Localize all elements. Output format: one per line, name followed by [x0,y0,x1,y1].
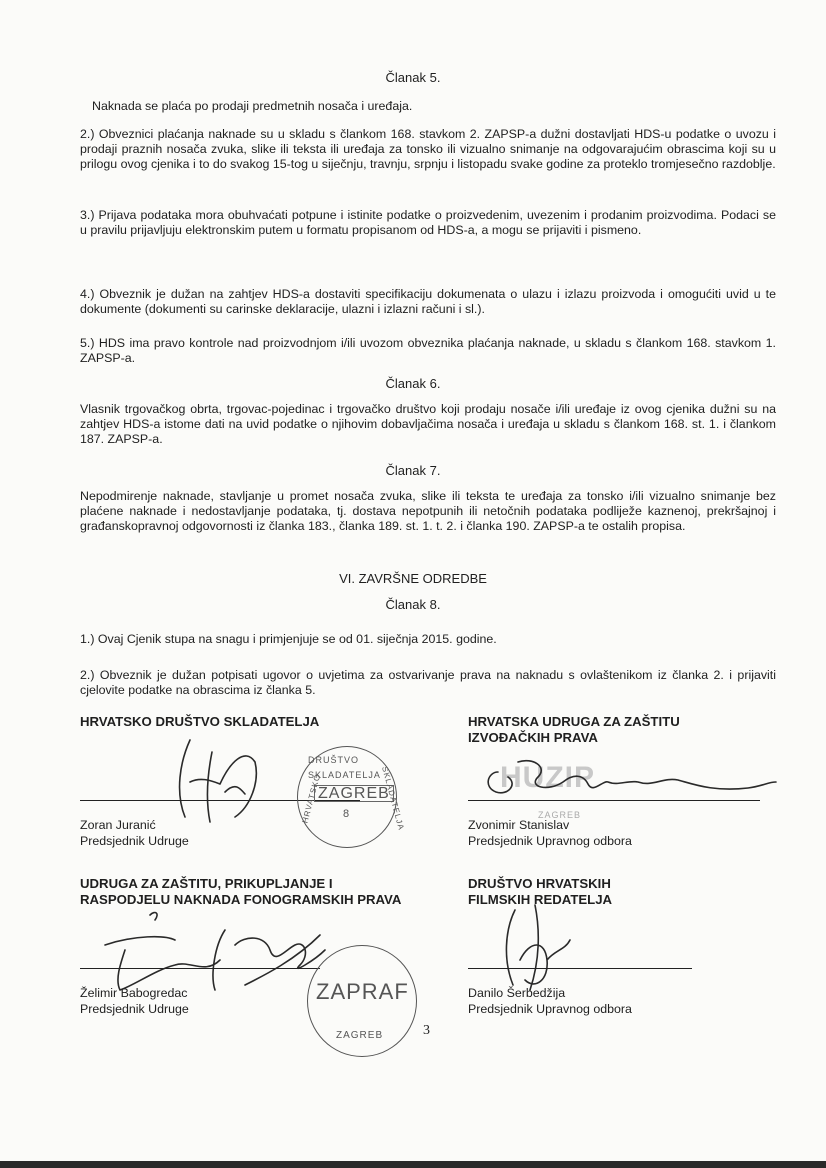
huzip-stamp-center: HUZIP [500,761,595,794]
hds-signer-name: Zoran Juranić [80,818,156,832]
huzip-org-line-1: HRVATSKA UDRUGA ZA ZAŠTITU [468,714,680,729]
hds-stamp-top: DRUŠTVO SKLADATELJA [308,755,381,780]
hds-signer-role: Predsjednik Udruge [80,834,189,848]
dhfr-signature [495,900,585,995]
huzip-signer-role: Predsjednik Upravnog odbora [468,834,632,848]
zaprf-signer-name: Želimir Babogredac [80,986,188,1000]
section-title: VI. ZAVRŠNE ODREDBE [339,571,487,586]
hds-stamp-number: 8 [343,808,351,820]
article-6-heading: Članak 6. [385,376,441,391]
hds-stamp-right: SKLADATELJA [380,765,406,832]
hds-stamp-center: ZAGREB [314,785,394,802]
dhfr-org-line-2: FILMSKIH REDATELJA [468,892,613,907]
article-8-heading: Članak 8. [385,597,441,612]
dhfr-signature-line [468,968,692,969]
page-number: 3 [423,1023,430,1038]
article-7-heading: Članak 7. [385,463,441,478]
huzip-org-line-2: IZVOĐAČKIH PRAVA [468,730,598,745]
article-7-text: Nepodmirenje naknade, stavljanje u promet nosača zvuka, slike ili teksta te uređaja za tonsko i/ili vizualno snimanje bez plaćene naknade i nedostavljanje podataka, tj. dostava nepotpunih ili netočnih podataka podliježe kaznenoj, prekršajnoj i građanskopravnoj odgovornosti iz članka 183., članka 189. st. 1. t. 2. i članka 190. ZAPSP-a te ostalih propisa. [80,489,776,533]
zaprf-stamp-center: ZAPRAF [316,979,409,1004]
zaprf-org-line-2: RASPODJELU NAKNADA FONOGRAMSKIH PRAVA [80,892,402,907]
article-8-paragraph-1: 1.) Ovaj Cjenik stupa na snagu i primjenjuje se od 01. siječnja 2015. godine. [80,632,497,646]
article-5-intro: Naknada se plaća po prodaji predmetnih nosača i uređaja. [92,99,413,113]
article-8-paragraph-2: 2.) Obveznik je dužan potpisati ugovor o uvjetima za ostvarivanje prava na naknadu s ovlaštenikom iz članka 2. i prijaviti cjelovite podatke na obrascima iz članka 5. [80,668,776,697]
huzip-stamp-bottom: ZAGREB [538,810,582,820]
article-5-paragraph-5: 5.) HDS ima pravo kontrole nad proizvodnjom i/ili uvozom obveznika plaćanja naknade, u skladu s člankom 168. stavkom 1. ZAPSP-a. [80,336,776,365]
hds-stamp-left: HRVATSKO [300,772,323,825]
article-5-paragraph-4: 4.) Obveznik je dužan na zahtjev HDS-a dostaviti specifikaciju dokumenata o ulazu i izlazu proizvoda i omogućiti uvid u te dokumente (dokumenti su carinske deklaracije, ulazni i izlazni računi i sl.). [80,287,776,316]
huzip-signature [478,752,778,812]
dhfr-org-line-1: DRUŠTVO HRVATSKIH [468,876,611,891]
huzip-signature-line [468,800,760,801]
article-5-heading: Članak 5. [385,70,441,85]
zaprf-stamp [307,945,417,1057]
dhfr-signer-name: Danilo Šerbedžija [468,986,566,1000]
hds-org-name: HRVATSKO DRUŠTVO SKLADATELJA [80,714,320,729]
article-5-paragraph-2: 2.) Obveznici plaćanja naknade su u skladu s člankom 168. stavkom 2. ZAPSP-a dužni dostavljati HDS-u podatke o uvozu i prodaji praznih nosača zvuka, slike ili teksta ili uređaja za tonsko ili vizualno snimanje na odgovarajućim obrascima koji su u prilogu ovog cjenika i to do svakog 15-tog u siječnju, travnju, srpnju i listopadu svake godine za proteklo tromjesečno razdoblje. [80,127,776,171]
zaprf-signer-role: Predsjednik Udruge [80,1002,189,1016]
huzip-signer-name: Zvonimir Stanislav [468,818,570,832]
zaprf-org-line-1: UDRUGA ZA ZAŠTITU, PRIKUPLJANJE I [80,876,333,891]
hds-stamp [297,746,406,848]
dhfr-signer-role: Predsjednik Upravnog odbora [468,1002,632,1016]
zaprf-signature-line [80,968,320,969]
article-6-text: Vlasnik trgovačkog obrta, trgovac-pojedinac i trgovačko društvo koji prodaju nosače i/ili uređaje iz ovog cjenika dužni su na zahtjev HDS-a istome dati na uvid podatke o njihovim dobavljačima nosača i uređaja u skladu s člankom 168. st. 1. i člankom 187. ZAPSP-a. [80,402,776,446]
article-5-paragraph-3: 3.) Prijava podataka mora obuhvaćati potpune i istinite podatke o proizvedenim, uvezenim i prodanim proizvodima. Podaci se u pravilu prijavljuju elektronskim putem u formatu propisanom od HDS-a, a mogu se prijaviti i pismeno. [80,208,776,237]
scan-edge [0,1161,826,1168]
hds-signature [150,722,280,832]
zaprf-stamp-bottom: ZAGREB [336,1030,384,1041]
